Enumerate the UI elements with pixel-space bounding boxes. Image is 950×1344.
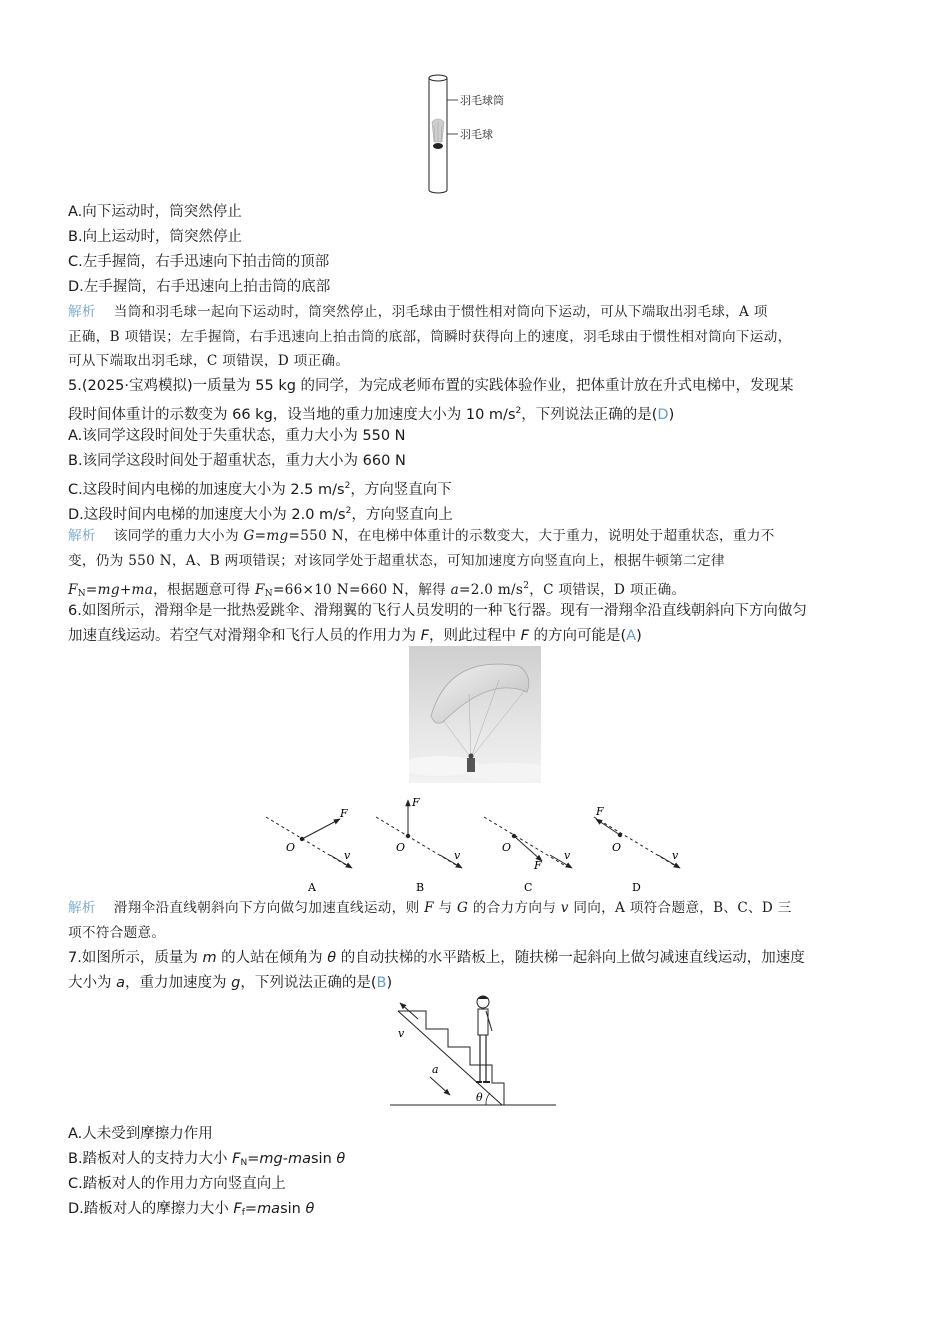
svg-text:v: v [564,849,571,862]
escalator-figure [390,993,560,1111]
paraglider-photo [409,646,541,783]
q6-stem-line-1: 6.如图所示，滑翔伞是一批热爱跳伞、滑翔翼的飞行人员发明的一种飞行器。现有一滑翔伞沿直线朝斜向下方向做匀 [68,603,807,619]
q7-option-c: C.踏板对人的作用力方向竖直向上 [68,1176,286,1192]
svg-text:θ: θ [476,1091,483,1104]
q5-option-b: B.该同学这段时间处于超重状态，重力大小为 660 N [68,453,406,469]
q4-option-b: B.向上运动时，筒突然停止 [68,229,243,245]
svg-text:O: O [502,841,512,854]
label-shuttlecock: 羽毛球 [460,128,493,141]
q5-answer: D [657,407,669,423]
explanation-tag: 解析 [68,304,96,320]
q6-explanation-line-1: 解析 滑翔伞沿直线朝斜向下方向做匀加速直线运动，则 F 与 G 的合力方向与 v 同向，A 项符合题意，B、C、D 三 [68,900,792,916]
explanation-tag: 解析 [68,900,96,916]
svg-text:O: O [396,841,406,854]
diagram-a [266,807,352,894]
q4-option-c: C.左手握筒，右手迅速向下拍击筒的顶部 [68,254,330,270]
svg-text:F: F [412,796,420,809]
q6-answer: A [626,628,637,644]
q7-answer: B [376,975,387,991]
badminton-tube-figure [420,72,530,198]
q5-option-d: D.这段时间内电梯的加速度大小为 2.0 $m/s^2$，方向竖直向上 [68,506,453,523]
diagram-c [484,817,572,894]
svg-text:v: v [398,1027,405,1040]
q4-explanation-line-1: 解析 当筒和羽毛球一起向下运动时，筒突然停止，羽毛球由于惯性相对筒向下运动，可从下端取出羽毛球，A 项 [68,304,768,320]
q5-stem-line-2: 段时间体重计的示数变为 66 kg，设当地的重力加速度大小为 10 $m/s^2$，下列说法正确的是(D) [68,406,675,423]
label-tube: 羽毛球筒 [460,94,504,107]
svg-text:v: v [454,849,461,862]
svg-text:a: a [432,1063,439,1076]
q5-explanation-line-3: $F_N=mg+ma$，根据题意可得 $F_N=66\times 10$ N=660 N，解得 a=2.0 $m/s^2$，C 项错误，D 项正确。 [68,581,686,599]
svg-text:v: v [344,849,351,862]
explanation-tag: 解析 [68,528,96,544]
q4-explanation-line-3: 可从下端取出羽毛球，C 项错误，D 项正确。 [68,353,350,369]
svg-text:C: C [524,881,533,894]
svg-text:A: A [308,881,316,894]
q7-option-a: A.人未受到摩擦力作用 [68,1126,213,1142]
q6-stem-line-2: 加速直线运动。若空气对滑翔伞和飞行人员的作用力为 F，则此过程中 F 的方向可能是(A) [68,628,642,644]
svg-text:F: F [534,859,542,872]
diagram-d [594,805,680,894]
q5-option-a: A.该同学这段时间处于失重状态，重力大小为 550 N [68,428,406,444]
q7-stem-line-1: 7.如图所示，质量为 m 的人站在倾角为 θ 的自动扶梯的水平踏板上，随扶梯一起斜向上做匀减速直线运动，加速度 [68,950,805,966]
q4-explanation-line-2: 正确，B 项错误；左手握筒，右手迅速向上拍击筒的底部，筒瞬时获得向上的速度，羽毛球由于惯性相对筒向下运动， [68,329,792,345]
q7-option-d: D.踏板对人的摩擦力大小 $F_f=masin$ θ [68,1201,315,1218]
svg-text:v: v [672,849,679,862]
q5-option-c: C.这段时间内电梯的加速度大小为 2.5 $m/s^2$，方向竖直向下 [68,481,452,498]
q5-explanation-line-1: 解析 该同学的重力大小为 G=mg=550 N，在电梯中体重计的示数变大，大于重力，说明处于超重状态，重力不 [68,528,775,544]
force-direction-diagrams [258,795,698,897]
q7-stem-line-2: 大小为 a，重力加速度为 g，下列说法正确的是(B) [68,975,393,991]
svg-text:B: B [416,881,425,894]
svg-text:D: D [632,881,641,894]
q6-explanation-line-2: 项不符合题意。 [68,925,166,941]
svg-text:F: F [340,807,348,820]
q4-option-d: D.左手握筒，右手迅速向上拍击筒的底部 [68,279,331,295]
svg-text:O: O [286,841,296,854]
q5-explanation-line-2: 变，仍为 550 N，A、B 两项错误；对该同学处于超重状态，可知加速度方向竖直向上，根据牛顿第二定律 [68,553,725,569]
q7-option-b: B.踏板对人的支持力大小 $F_N=mg$-masin θ [68,1151,346,1168]
svg-text:F: F [596,805,604,818]
q5-stem-line-1: 5.(2025·宝鸡模拟)一质量为 55 kg 的同学，为完成老师布置的实践体验作业，把体重计放在升式电梯中，发现某 [68,378,794,394]
diagram-b [376,796,462,894]
q4-option-a: A.向下运动时，筒突然停止 [68,204,242,220]
svg-text:O: O [612,841,622,854]
